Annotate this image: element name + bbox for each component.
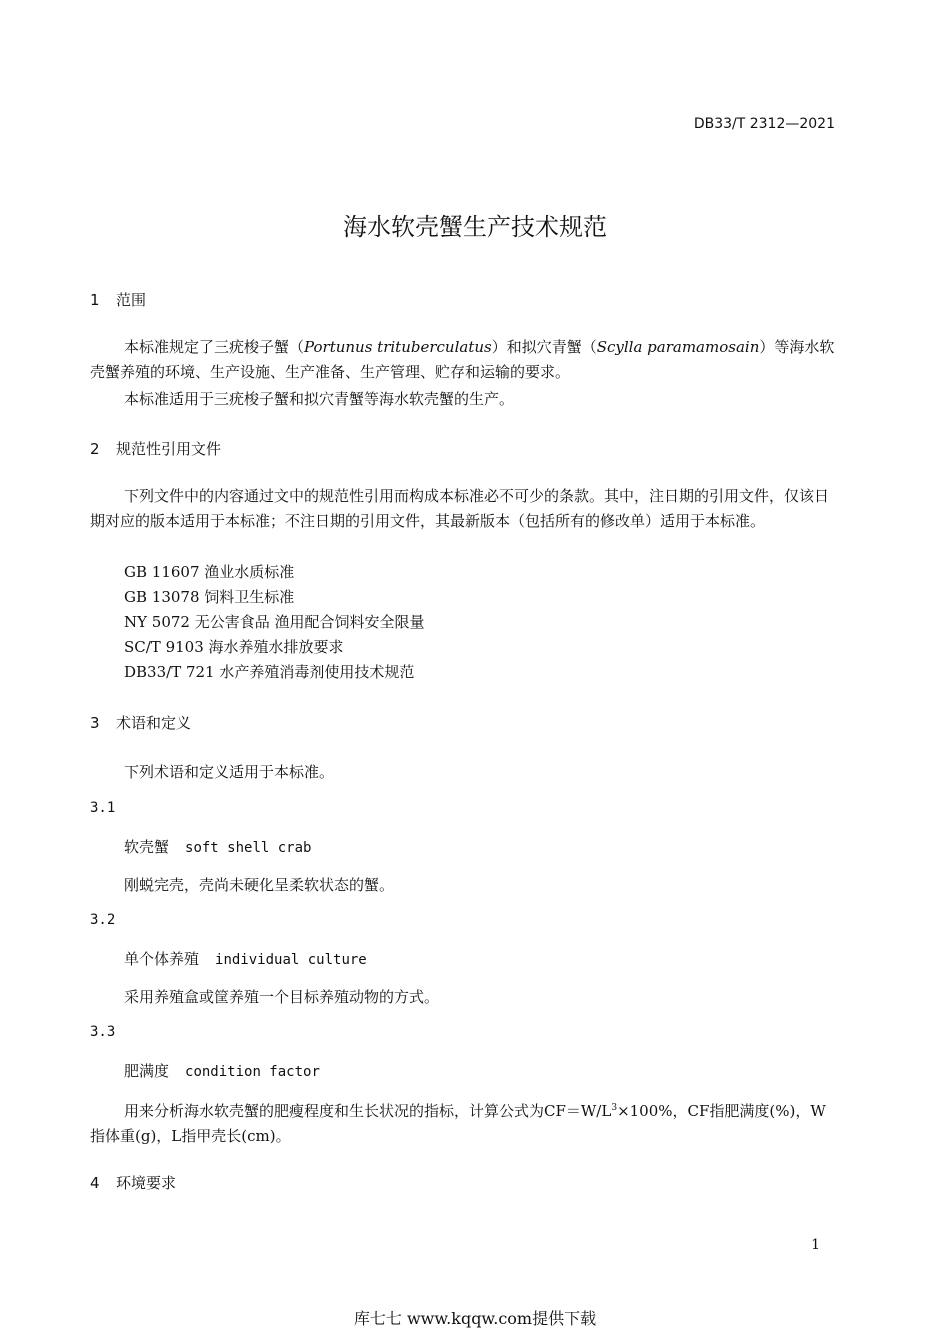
text-run: 用来分析海水软壳蟹的肥瘦程度和生长状况的指标，计算公式为CF＝W/L (124, 1102, 612, 1120)
reference-item: SC/T 9103 海水养殖水排放要求 (124, 638, 344, 656)
reference-item: GB 13078 饲料卫生标准 (124, 588, 295, 606)
page-title: 海水软壳蟹生产技术规范 (343, 213, 607, 241)
term-definition: 采用养殖盒或筐养殖一个目标养殖动物的方式。 (124, 988, 440, 1006)
reference-item: GB 11607 渔业水质标准 (124, 563, 295, 581)
page-number: 1 (811, 1237, 820, 1253)
document-id: DB33/T 2312—2021 (693, 116, 835, 132)
section-4-heading (90, 1172, 176, 1193)
section-1-paragraph-2: 本标准适用于三疣梭子蟹和拟穴青蟹等海水软壳蟹的生产。 (124, 390, 515, 408)
term-en: condition factor (185, 1064, 320, 1080)
section-2-heading (90, 438, 221, 459)
text-run: 本标准规定了三疣梭子蟹（ (124, 338, 305, 356)
section-number: 3 (90, 714, 100, 732)
term-en: soft shell crab (185, 840, 312, 856)
term-title (124, 1060, 320, 1081)
term-title (124, 948, 367, 969)
superscript: 3 (611, 1103, 618, 1113)
section-2-paragraph: 下列文件中的内容通过文中的规范性引用而构成本标准必不可少的条款。其中，注日期的引用文件，仅该日期对应的版本适用于本标准；不注日期的引用文件，其最新版本（包括所有的修改单）适用于本标准。 (90, 487, 830, 530)
section-1-heading (90, 289, 146, 310)
term-number: 3.2 (90, 912, 116, 928)
term-number: 3.3 (90, 1024, 116, 1040)
section-1-paragraph-1 (90, 335, 838, 385)
term-title (124, 836, 311, 857)
section-title: 范围 (116, 291, 147, 309)
text-run: ×100%，CF指肥满度(%)，W指体重(g)，L指甲壳长(cm)。 (90, 1102, 826, 1145)
section-title: 环境要求 (116, 1174, 177, 1192)
scientific-name: Portunus trituberculatus (304, 338, 492, 356)
section-title: 规范性引用文件 (116, 440, 222, 458)
term-definition (90, 1096, 838, 1149)
term-number: 3.1 (90, 800, 116, 816)
reference-item: NY 5072 无公害食品 渔用配合饲料安全限量 (124, 613, 425, 631)
term-definition: 刚蜕完壳，壳尚未硬化呈柔软状态的蟹。 (124, 876, 395, 894)
scientific-name: Scylla paramamosain (596, 338, 760, 356)
section-number: 4 (90, 1174, 100, 1192)
text-run: ）等海水软壳蟹养殖的环境、生产设施、生产准备、生产管理、贮存和运输的要求。 (90, 338, 835, 381)
footer-watermark: 库七七 www.kqqw.com提供下载 (353, 1309, 597, 1328)
reference-item: DB33/T 721 水产养殖消毒剂使用技术规范 (124, 663, 415, 681)
term-zh: 软壳蟹 (124, 838, 170, 856)
term-zh: 单个体养殖 (124, 950, 200, 968)
section-number: 2 (90, 440, 100, 458)
section-3-heading (90, 712, 191, 733)
section-3-intro: 下列术语和定义适用于本标准。 (124, 763, 335, 781)
term-zh: 肥满度 (124, 1062, 170, 1080)
section-title: 术语和定义 (116, 714, 192, 732)
section-number: 1 (90, 291, 100, 309)
term-en: individual culture (215, 952, 367, 968)
text-run: ）和拟穴青蟹（ (491, 338, 597, 356)
